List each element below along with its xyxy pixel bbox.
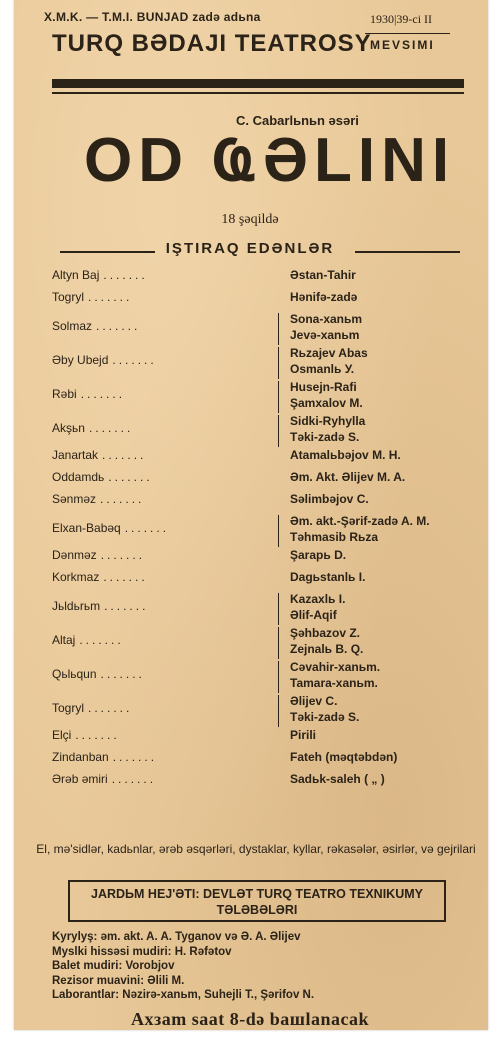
crew-line: Myslki hissəsi mudiri: H. Rəfətov (52, 945, 232, 958)
role-name: Zindanban (52, 750, 109, 764)
cast-role (52, 387, 125, 401)
crew-list (52, 930, 314, 1003)
actor-bracket (278, 415, 279, 447)
cast-actor: Sona-xanьm (290, 312, 363, 326)
cast-role (52, 290, 132, 304)
cast-actor: Fateh (məqtəbdən) (290, 750, 398, 764)
cast-actor: Əlijev C. (290, 694, 338, 708)
role-name: Solmaz (52, 319, 93, 333)
cast-heading: IŞTIRAQ EDƏNLƏR (165, 240, 335, 257)
cast-actor: Şamxalov M. (290, 396, 363, 410)
cast-role (52, 268, 148, 282)
crew-line: Balet mudiri: Vorobjov (52, 960, 175, 972)
leader-dots: ....... (88, 421, 134, 435)
cast-actor: Sidki-Ryhylla (290, 414, 366, 428)
leader-dots: ....... (104, 599, 149, 613)
actor-bracket (278, 515, 279, 547)
actor-bracket (278, 661, 279, 693)
cast-role (52, 728, 120, 742)
leader-dots: ....... (124, 521, 170, 535)
cast-role (52, 319, 140, 333)
cast-role (52, 701, 132, 715)
cast-actor: Əlif-Aqif (290, 608, 337, 622)
cast-role (52, 570, 148, 584)
role-name: Ərəb əmiri (52, 772, 108, 786)
cast-actor: Şarapь D. (290, 548, 347, 562)
role-name: Jьldьrьm (52, 599, 101, 613)
cast-actor: Rьzajev Abas (290, 346, 368, 360)
role-name: Sənməz (52, 492, 97, 506)
actor-bracket (278, 381, 279, 413)
leader-dots: ....... (100, 548, 146, 562)
role-name: Rəbi (52, 387, 77, 401)
organization-line: X.M.K. — T.M.I. BUNJAD zadə adьna (44, 10, 261, 24)
role-name: Oddamdь (52, 470, 105, 484)
leader-dots: ....... (80, 387, 126, 401)
role-name: Dənməz (52, 548, 97, 562)
season-year: 1930|39-ci II (370, 12, 433, 26)
cast-actor: Təhmasib Rьza (290, 530, 379, 544)
leader-dots: ....... (75, 728, 120, 742)
role-name: Elxan-Babəq (52, 521, 121, 535)
cast-role (52, 633, 124, 647)
start-time: Axзam saat 8-də baшlanacak (131, 1009, 369, 1029)
cast-role (52, 750, 157, 764)
play-title: OD ҨƏLINI (84, 126, 456, 195)
role-name: Akşьn (52, 421, 85, 435)
cast-role (52, 599, 148, 613)
crew-line: Rezisor muavini: Əlili M. (52, 974, 185, 987)
actor-bracket (278, 695, 279, 727)
scene-count: 18 şəqildə (221, 212, 279, 227)
cast-actor: Husejn-Rafi (290, 380, 357, 394)
leader-dots: ....... (112, 353, 157, 367)
play-author: C. Cabarlьnьn əsəri (236, 113, 359, 128)
cast-actor: Əm. Akt. Əlijev M. A. (290, 470, 406, 484)
leader-dots: ....... (102, 448, 147, 462)
cast-role (52, 521, 169, 535)
help-staff-box: JARDЬM HEJ'ƏTI: DEVLƏT TURQ TEATRO TEXNIKUMY TƏLƏBƏLƏRI (68, 880, 446, 922)
cast-actor: Sadьk-saleh ( „ ) (290, 772, 385, 786)
leader-dots: ....... (103, 268, 148, 282)
season-divider (365, 33, 450, 34)
cast-actor: Təki-zadə S. (290, 430, 360, 444)
season-label: MEVSIMI (370, 38, 435, 52)
cast-actor: Əm. akt.-Şərif-zadə A. M. (290, 514, 430, 528)
role-name: Korkmaz (52, 570, 100, 584)
cast-role (52, 448, 146, 462)
leader-dots: ....... (79, 633, 124, 647)
role-name: Altyn Baj (52, 268, 100, 282)
role-name: Qьlьqun (52, 667, 97, 681)
header-rule-thick (52, 79, 464, 88)
crew-line: Laborantlar: Nəzirə-xanьm, Suhejli T., Şərifov N. (52, 989, 315, 1001)
leader-dots: ....... (108, 470, 153, 484)
cast-actor: Jevə-xanьm (290, 328, 360, 342)
cast-actor: Osmanlь У. (290, 362, 355, 376)
cast-actor: Atamalьbəjov M. H. (290, 448, 401, 462)
actor-bracket (278, 593, 279, 625)
cast-actor: Pirili (290, 728, 317, 742)
cast-actor: Səlimbəjov C. (290, 492, 369, 506)
role-name: Altaj (52, 633, 76, 647)
cast-role (52, 492, 144, 506)
cast-actor: Şəhbazov Z. (290, 626, 361, 640)
actor-bracket (278, 313, 279, 345)
role-name: Togryl (52, 290, 85, 304)
leader-dots: ....... (111, 772, 157, 786)
cast-role (52, 667, 145, 681)
role-name: Elçi (52, 728, 72, 742)
cast-heading-rule-right (355, 251, 460, 253)
cast-role (52, 353, 157, 367)
leader-dots: ....... (88, 701, 133, 715)
role-name: Janartak (52, 448, 99, 462)
leader-dots: ....... (100, 492, 145, 506)
cast-role (52, 548, 145, 562)
cast-role (52, 772, 156, 786)
leader-dots: ....... (88, 290, 133, 304)
crew-line: Kyrylyş: əm. akt. A. A. Tyganov və Ə. A. Əlijev (52, 931, 301, 943)
crowd-note: El, mə'sidlər, kadьnlar, ərəb əsqərləri, dystaklar, kyllar, rəkasələr, əsirlər, və gejrilari (36, 842, 476, 856)
leader-dots: ....... (96, 319, 141, 333)
cast-actor: Əstan-Tahir (290, 268, 356, 282)
cast-actor: Kazaxlь I. (290, 592, 346, 606)
actor-bracket (278, 627, 279, 659)
cast-role (52, 421, 133, 435)
leader-dots: ....... (100, 667, 145, 681)
cast-actor: Zejnalь B. Q. (290, 642, 364, 656)
cast-actor: Təki-zadə S. (290, 710, 360, 724)
cast-actor: Tamara-xanьm. (290, 676, 378, 690)
cast-actor: Hənifə-zadə (290, 290, 358, 304)
header-rule-thin (52, 92, 464, 94)
leader-dots: ....... (103, 570, 148, 584)
role-name: Togryl (52, 701, 85, 715)
leader-dots: ....... (112, 750, 158, 764)
role-name: Əby Ubejd (52, 353, 109, 367)
actor-bracket (278, 347, 279, 379)
cast-actor: Cəvahir-xanьm. (290, 660, 381, 674)
theatre-name: TURQ BƏDAJI TEATROSY (52, 30, 372, 57)
cast-actor: Dagьstanlь I. (290, 570, 366, 584)
cast-role (52, 470, 153, 484)
